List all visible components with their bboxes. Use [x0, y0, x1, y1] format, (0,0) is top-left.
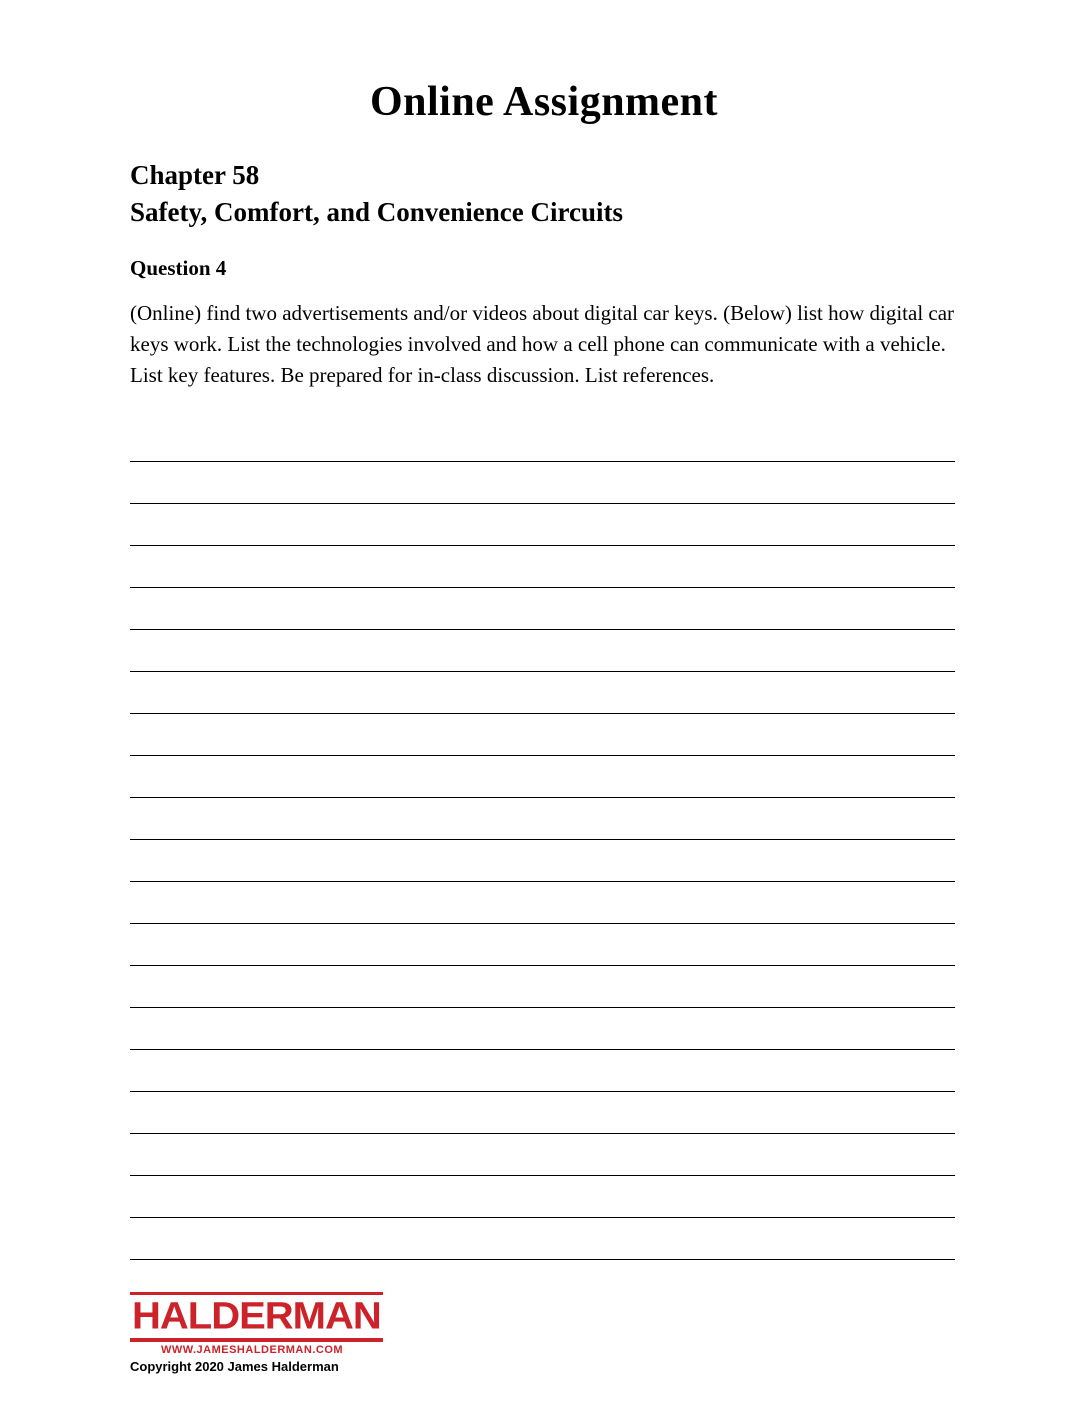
- logo-website-url: WWW.JAMESHALDERMAN.COM: [160, 1344, 344, 1356]
- answer-line: [130, 504, 955, 546]
- question-text: (Online) find two advertisements and/or videos about digital car keys. (Below) list how digital car keys work. List the technologies involved and how a cell phone can communicate with a vehicle. List key features. Be prepared for in-class discussion. List references.: [130, 301, 955, 387]
- answer-line: [130, 1092, 955, 1134]
- chapter-number: Chapter 58: [130, 160, 260, 190]
- answer-line: [130, 630, 955, 672]
- answer-line: [130, 756, 955, 798]
- answer-line: [130, 1008, 955, 1050]
- chapter-heading: [130, 160, 958, 228]
- answer-line: [130, 840, 955, 882]
- answer-line: [130, 672, 955, 714]
- halderman-logo-text: HALDERMAN: [132, 1295, 381, 1337]
- chapter-title: Safety, Comfort, and Convenience Circuits: [130, 197, 623, 227]
- answer-line: [130, 798, 955, 840]
- answer-line: [130, 546, 955, 588]
- footer: [130, 1292, 530, 1374]
- answer-line: [130, 1134, 955, 1176]
- page-title: Online Assignment: [369, 79, 719, 125]
- answer-line: [130, 1176, 955, 1218]
- copyright-text: Copyright 2020 James Halderman: [130, 1359, 339, 1374]
- answer-line: [130, 882, 955, 924]
- halderman-logo: [130, 1292, 383, 1342]
- answer-line: [130, 966, 955, 1008]
- answer-line: [130, 1218, 955, 1260]
- answer-line: [130, 1050, 955, 1092]
- answer-line: [130, 588, 955, 630]
- answer-line: [130, 462, 955, 504]
- answer-lines: [130, 420, 955, 1260]
- answer-line: [130, 420, 955, 462]
- question-label: Question 4: [130, 256, 227, 280]
- answer-line: [130, 714, 955, 756]
- answer-line: [130, 924, 955, 966]
